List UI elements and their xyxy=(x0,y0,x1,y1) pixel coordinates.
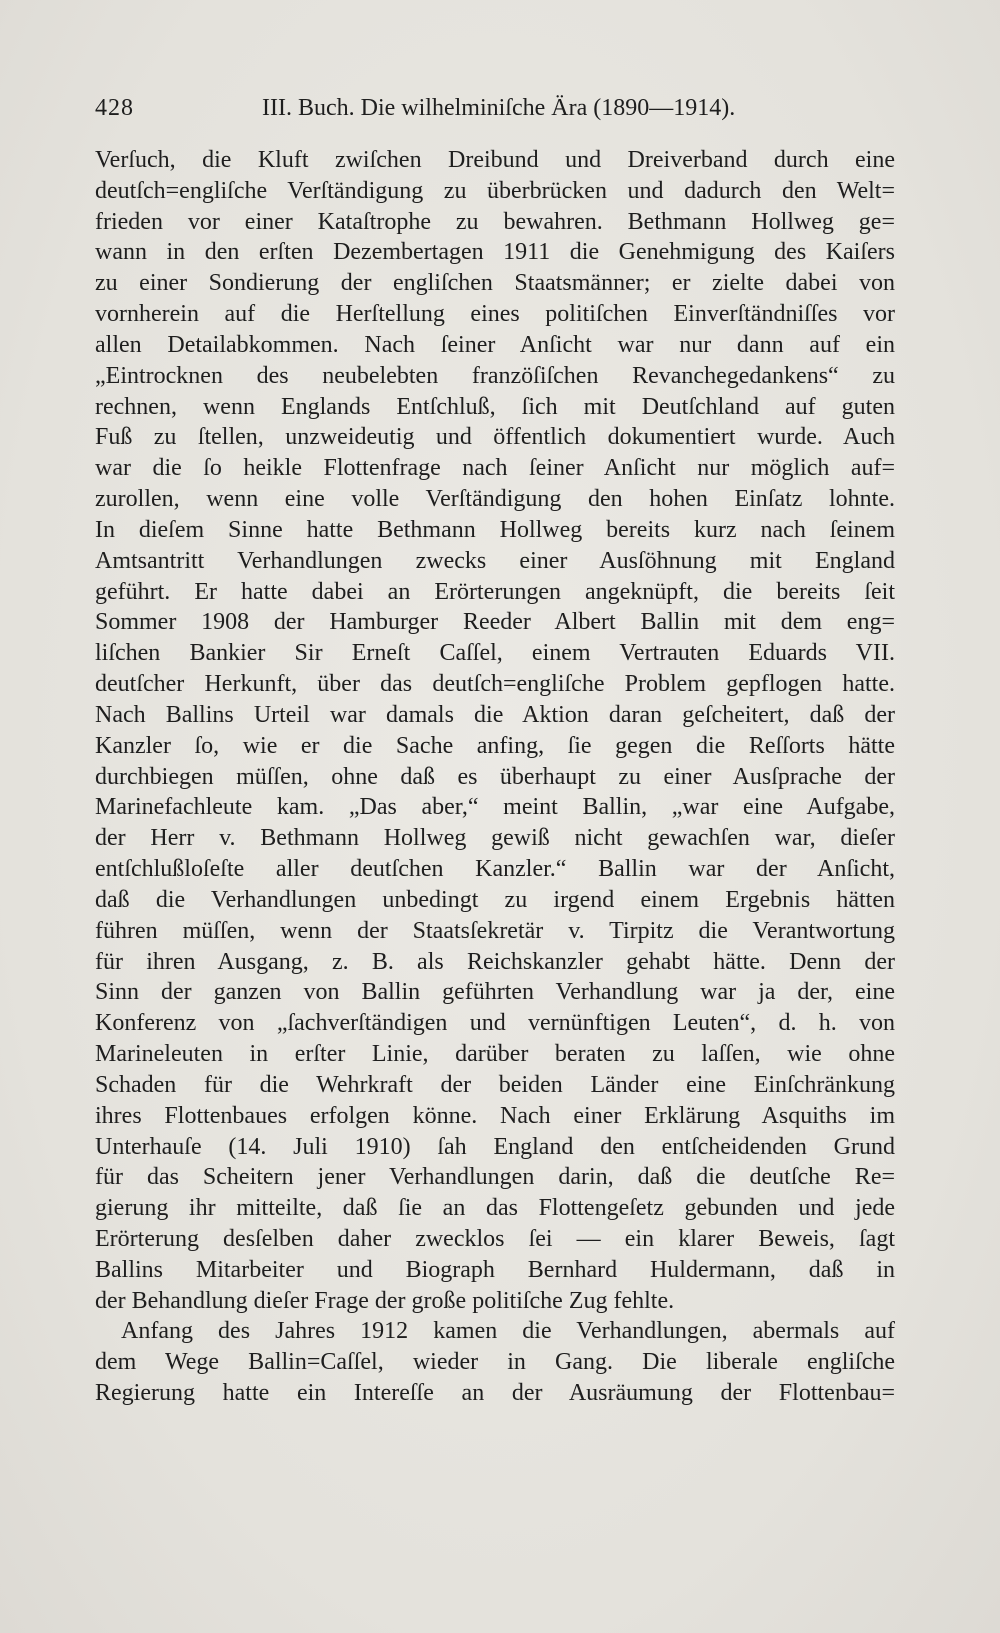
text-line: wann in den erſten Dezembertagen 1911 die Genehmigung des Kaiſers xyxy=(95,239,895,266)
text-line: Ballins Mitarbeiter und Biograph Bernhard Huldermann, daß in xyxy=(95,1256,895,1283)
text-line: Marineleuten in erſter Linie, darüber beraten zu laſſen, wie ohne xyxy=(95,1041,895,1068)
text-line: deutſch=engliſche Verſtändigung zu überbrücken und dadurch den Welt= xyxy=(95,177,895,204)
text-line: Erörterung desſelben daher zwecklos ſei — ein klarer Beweis, ſagt xyxy=(95,1225,895,1252)
text-line: führen müſſen, wenn der Staatsſekretär v. Tirpitz die Verantwortung xyxy=(95,917,895,944)
body-text xyxy=(95,145,895,1409)
text-line: rechnen, wenn Englands Entſchluß, ſich mit Deutſchland auf guten xyxy=(95,393,895,420)
text-line-paragraph-end: der Behandlung dieſer Frage der große politiſche Zug fehlte. xyxy=(95,1287,675,1314)
text-line: In dieſem Sinne hatte Bethmann Hollweg bereits kurz nach ſeinem xyxy=(95,516,895,543)
text-line: geführt. Er hatte dabei an Erörterungen angeknüpft, die bereits ſeit xyxy=(95,578,895,605)
text-line: zurollen, wenn eine volle Verſtändigung den hohen Einſatz lohnte. xyxy=(95,486,895,513)
text-line: allen Detailabkommen. Nach ſeiner Anſicht war nur dann auf ein xyxy=(95,331,895,358)
text-line: liſchen Bankier Sir Erneſt Caſſel, einem Vertrauten Eduards VII. xyxy=(95,640,895,667)
text-line: dem Wege Ballin=Caſſel, wieder in Gang. Die liberale engliſche xyxy=(95,1349,895,1376)
text-line: vornherein auf die Herſtellung eines politiſchen Einverſtändniſſes vor xyxy=(95,301,895,328)
text-line: „Eintrocknen des neubelebten franzöſiſchen Revanchegedankens“ zu xyxy=(95,362,895,389)
text-line: zu einer Sondierung der engliſchen Staatsmänner; er zielte dabei von xyxy=(95,270,895,297)
text-line: Unterhauſe (14. Juli 1910) ſah England den entſcheidenden Grund xyxy=(95,1133,895,1160)
text-line: Amtsantritt Verhandlungen zwecks einer Ausſöhnung mit England xyxy=(95,547,895,574)
text-line: entſchlußloſeſte aller deutſchen Kanzler.“ Ballin war der Anſicht, xyxy=(95,856,895,883)
text-line: Fuß zu ſtellen, unzweideutig und öffentlich dokumentiert wurde. Auch xyxy=(95,424,895,451)
text-line: frieden vor einer Kataſtrophe zu bewahren. Bethmann Hollweg ge= xyxy=(95,208,895,235)
text-line: für ihren Ausgang, z. B. als Reichskanzler gehabt hätte. Denn der xyxy=(95,948,895,975)
page-header xyxy=(0,92,1000,124)
page-number: 428 xyxy=(95,95,134,121)
text-line: daß die Verhandlungen unbedingt zu irgend einem Ergebnis hätten xyxy=(95,886,895,913)
running-head: III. Buch. Die wilhelminiſche Ära (1890—1914). xyxy=(262,95,736,121)
text-line: deutſcher Herkunft, über das deutſch=engliſche Problem gepflogen hatte. xyxy=(95,671,895,698)
text-line: Sinn der ganzen von Ballin geführten Verhandlung war ja der, eine xyxy=(95,979,895,1006)
text-line: Sommer 1908 der Hamburger Reeder Albert Ballin mit dem eng= xyxy=(95,609,895,636)
text-line: Marinefachleute kam. „Das aber,“ meint Ballin, „war eine Aufgabe, xyxy=(95,794,895,821)
text-line: ihres Flottenbaues erfolgen könne. Nach einer Erklärung Asquiths im xyxy=(95,1102,895,1129)
text-line: gierung ihr mitteilte, daß ſie an das Flottengeſetz gebunden und jede xyxy=(95,1195,895,1222)
text-line: Kanzler ſo, wie er die Sache anfing, ſie gegen die Reſſorts hätte xyxy=(95,732,895,759)
text-line: war die ſo heikle Flottenfrage nach ſeiner Anſicht nur möglich auf= xyxy=(95,455,895,482)
text-line: Verſuch, die Kluft zwiſchen Dreibund und Dreiverband durch eine xyxy=(95,147,895,173)
text-line: der Herr v. Bethmann Hollweg gewiß nicht gewachſen war, dieſer xyxy=(95,825,895,852)
text-line-paragraph-start: Anfang des Jahres 1912 kamen die Verhandlungen, abermals auf xyxy=(121,1318,895,1345)
text-line: Konferenz von „ſachverſtändigen und vernünftigen Leuten“, d. h. von xyxy=(95,1010,895,1037)
text-line: Regierung hatte ein Intereſſe an der Ausräumung der Flottenbau= xyxy=(95,1380,895,1407)
text-line: Schaden für die Wehrkraft der beiden Länder eine Einſchränkung xyxy=(95,1071,895,1098)
text-line: durchbiegen müſſen, ohne daß es überhaupt zu einer Ausſprache der xyxy=(95,763,895,790)
text-line: für das Scheitern jener Verhandlungen darin, daß die deutſche Re= xyxy=(95,1164,895,1191)
text-line: Nach Ballins Urteil war damals die Aktion daran geſcheitert, daß der xyxy=(95,701,895,728)
